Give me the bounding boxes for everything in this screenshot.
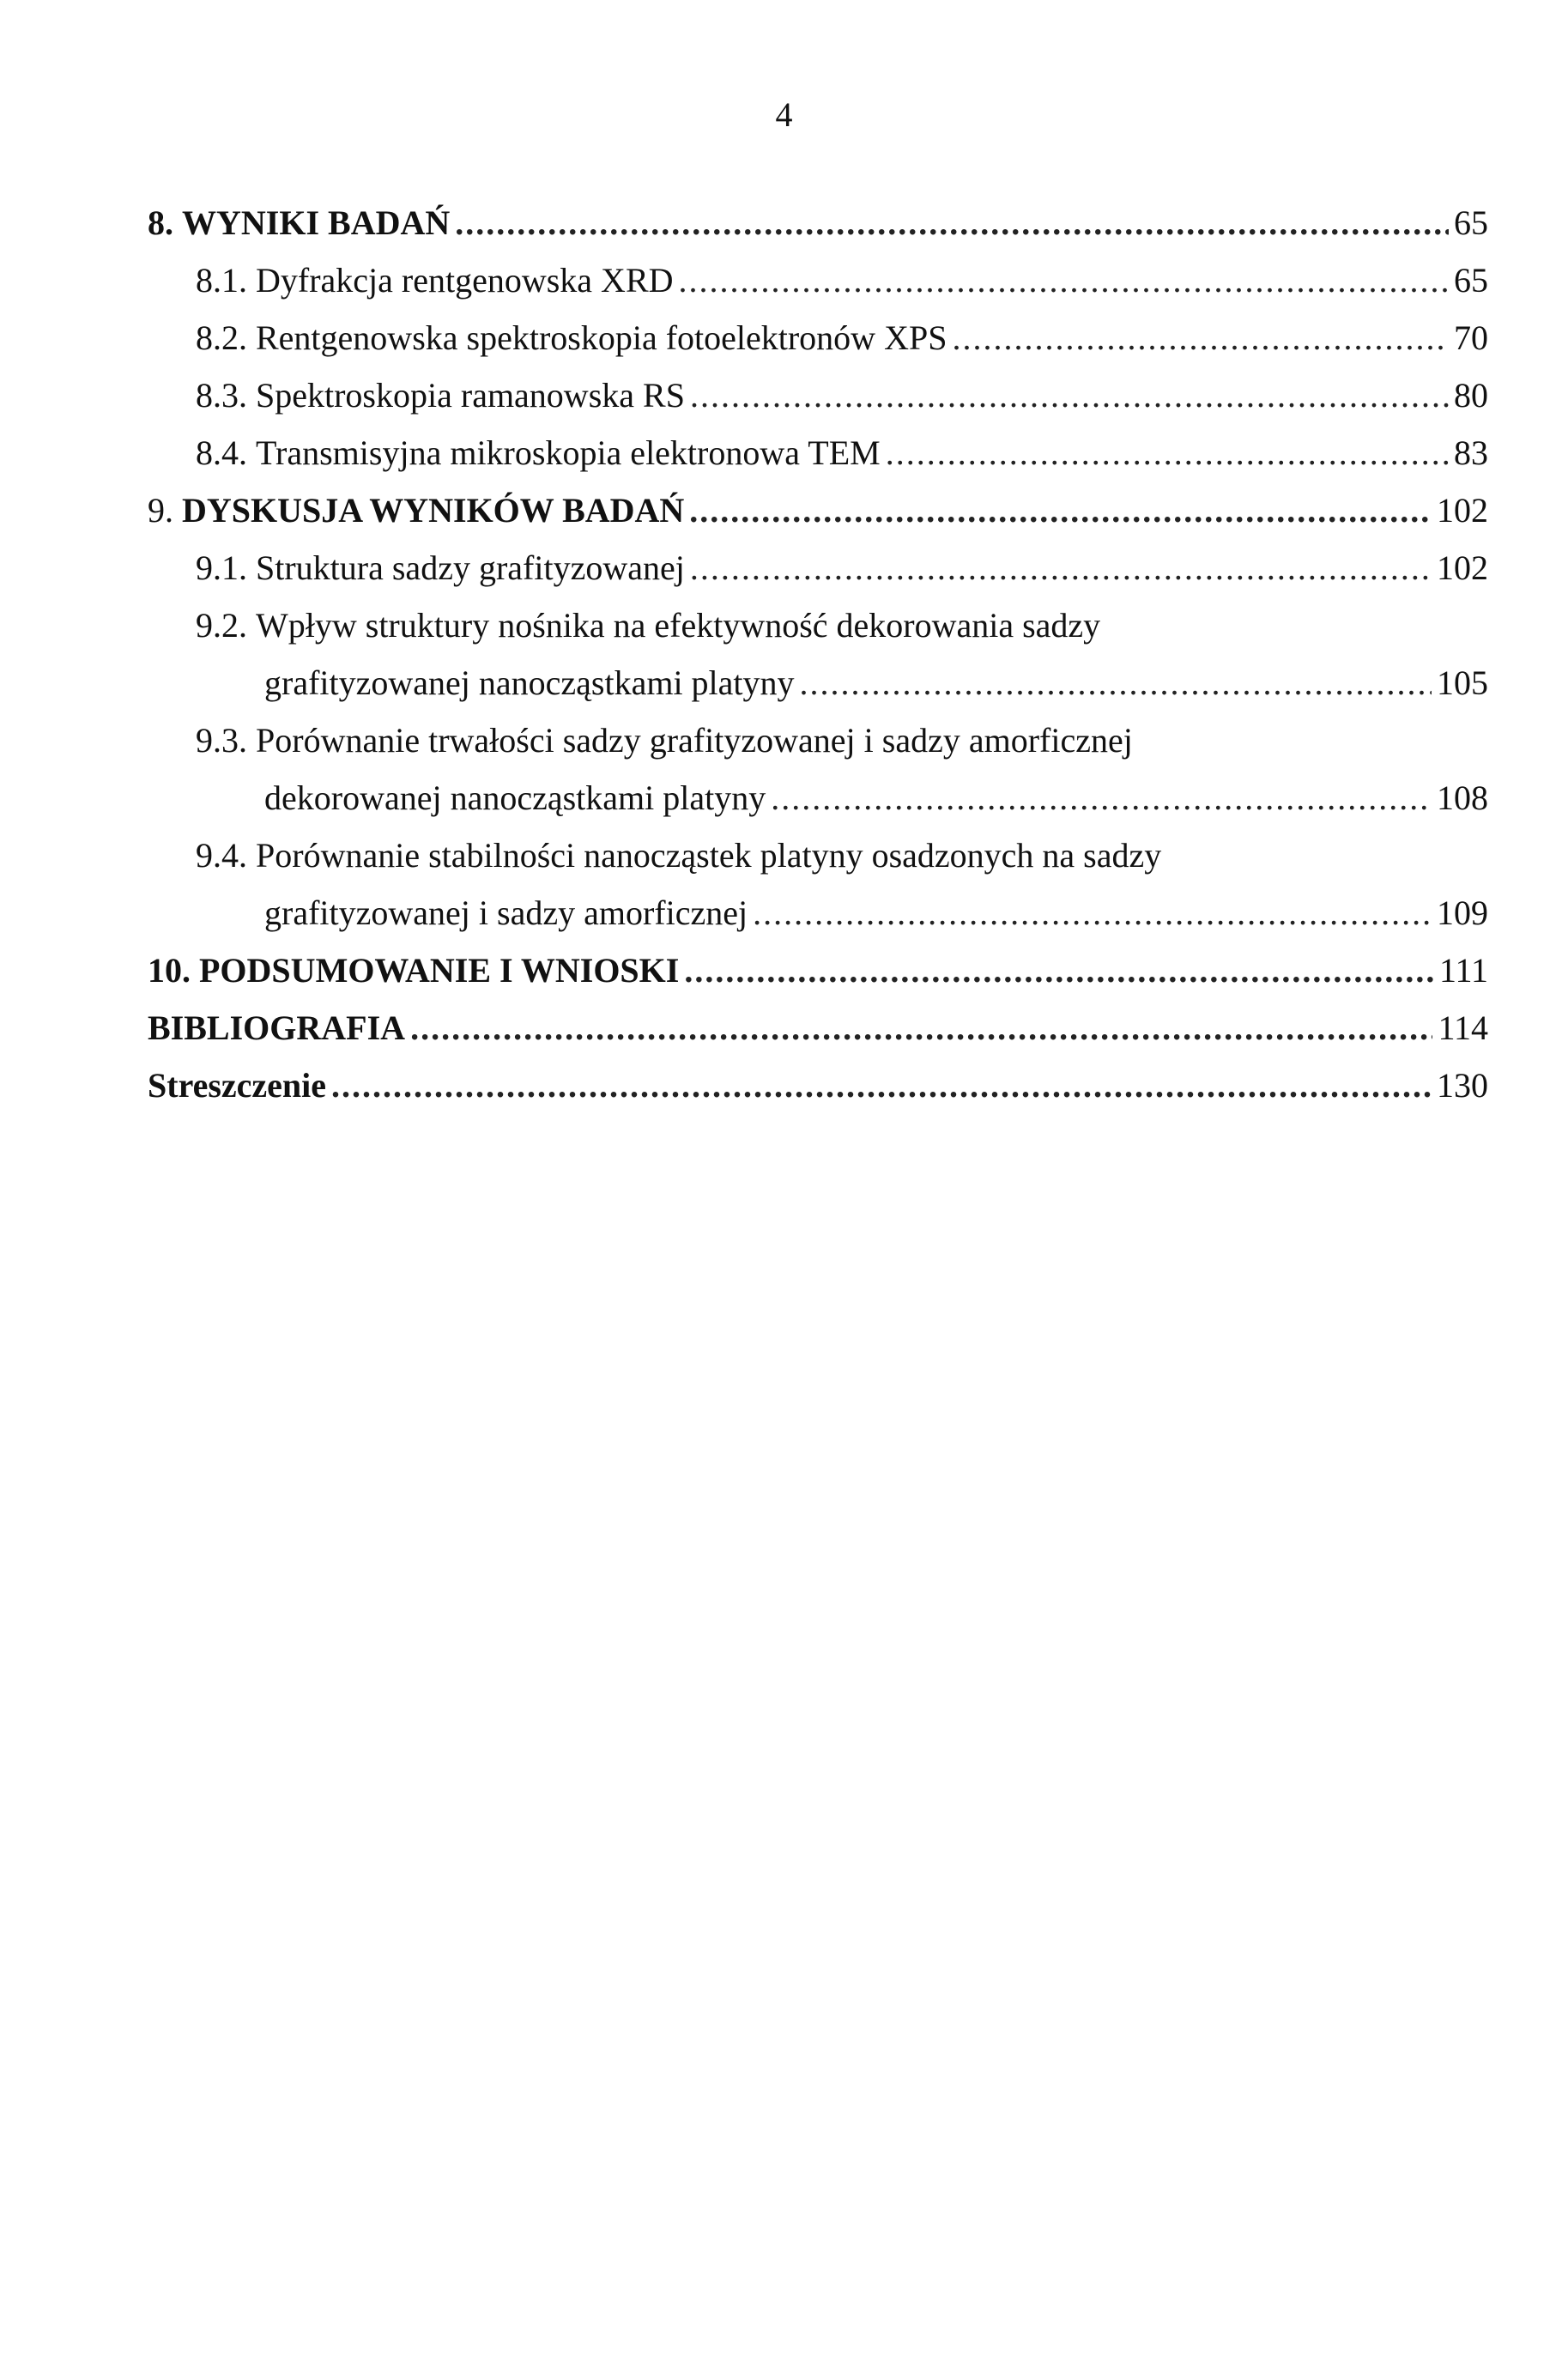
dot-leader (952, 309, 1449, 366)
dot-leader (800, 654, 1432, 712)
toc-entry-line (148, 769, 1488, 827)
toc-page: 114 (1438, 1008, 1488, 1047)
toc-number: 9.3. (196, 721, 256, 760)
toc-page: 105 (1437, 663, 1488, 702)
toc-entry-9-3[interactable] (148, 712, 1488, 827)
toc-entry-10[interactable] (148, 942, 1488, 999)
toc-number: 9.4. (196, 836, 256, 875)
toc-title-continued: dekorowanej nanocząstkami platyny (264, 778, 766, 817)
toc-entry-8-4[interactable] (148, 424, 1488, 481)
toc-page: 65 (1454, 203, 1488, 242)
table-of-contents (148, 194, 1488, 1114)
toc-entry-line (148, 654, 1488, 712)
toc-entry-9-4[interactable] (148, 827, 1488, 942)
dot-leader (690, 366, 1449, 424)
toc-number: 8. (148, 203, 182, 242)
toc-page: 83 (1454, 433, 1488, 472)
toc-page: 70 (1454, 318, 1488, 357)
toc-number: 10. (148, 951, 199, 990)
toc-title: WYNIKI BADAŃ (182, 203, 451, 242)
dot-leader (410, 999, 1432, 1057)
dot-leader (684, 942, 1434, 999)
toc-title: Streszczenie (148, 1066, 327, 1105)
dot-leader (331, 1057, 1432, 1114)
dot-leader (679, 251, 1449, 309)
toc-title-continued: grafityzowanej nanocząstkami platyny (264, 663, 795, 702)
toc-title: Transmisyjna mikroskopia elektronowa TEM (256, 433, 881, 472)
toc-entry-streszczenie[interactable] (148, 1057, 1488, 1114)
dot-leader (690, 539, 1432, 597)
toc-number: 8.1. (196, 261, 256, 300)
toc-page: 102 (1437, 548, 1488, 587)
toc-page: 65 (1454, 261, 1488, 300)
toc-title: DYSKUSJA WYNIKÓW BADAŃ (182, 491, 685, 530)
toc-entry-8-1[interactable] (148, 251, 1488, 309)
toc-page: 130 (1437, 1066, 1488, 1105)
toc-title: Dyfrakcja rentgenowska XRD (256, 261, 674, 300)
toc-entry-8[interactable] (148, 194, 1488, 251)
toc-page: 109 (1437, 893, 1488, 932)
toc-entry-line (148, 712, 1488, 769)
toc-title: Rentgenowska spektroskopia fotoelektronów XPS (256, 318, 947, 357)
toc-title: Spektroskopia ramanowska RS (256, 376, 685, 415)
toc-title: PODSUMOWANIE I WNIOSKI (199, 951, 680, 990)
toc-entry-8-2[interactable] (148, 309, 1488, 366)
toc-title: BIBLIOGRAFIA (148, 1008, 406, 1047)
toc-page: 80 (1454, 376, 1488, 415)
toc-entry-9-1[interactable] (148, 539, 1488, 597)
toc-title-continued: grafityzowanej i sadzy amorficznej (264, 893, 748, 932)
toc-number: 8.2. (196, 318, 256, 357)
toc-entry-9[interactable] (148, 481, 1488, 539)
toc-number: 9.1. (196, 548, 256, 587)
toc-entry-line (148, 884, 1488, 942)
toc-title: Porównanie trwałości sadzy grafityzowanej i sadzy amorficznej (256, 721, 1133, 760)
page-number: 4 (775, 95, 793, 134)
toc-number: 8.4. (196, 433, 256, 472)
toc-title: Struktura sadzy grafityzowanej (256, 548, 685, 587)
toc-entry-bibliografia[interactable] (148, 999, 1488, 1057)
toc-title: Porównanie stabilności nanocząstek platyny osadzonych na sadzy (256, 836, 1162, 875)
toc-entry-9-2[interactable] (148, 597, 1488, 712)
toc-page: 108 (1437, 778, 1488, 817)
toc-title: Wpływ struktury nośnika na efektywność dekorowania sadzy (256, 606, 1101, 645)
dot-leader (455, 194, 1449, 251)
toc-number: 8.3. (196, 376, 256, 415)
dot-leader (771, 769, 1432, 827)
toc-entry-line (148, 827, 1488, 884)
toc-number: 9. (148, 491, 182, 530)
dot-leader (689, 481, 1432, 539)
toc-number: 9.2. (196, 606, 256, 645)
toc-entry-line (148, 597, 1488, 654)
dot-leader (886, 424, 1449, 481)
toc-entry-8-3[interactable] (148, 366, 1488, 424)
toc-page: 102 (1437, 491, 1488, 530)
dot-leader (753, 884, 1432, 942)
toc-page: 111 (1438, 951, 1488, 990)
